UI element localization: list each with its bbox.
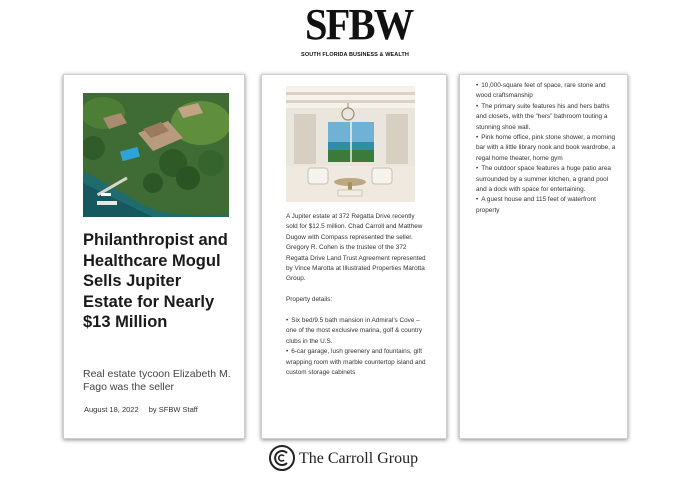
carroll-group-name: The Carroll Group <box>299 450 419 467</box>
living-room-photo <box>286 86 415 202</box>
list-item: • Six bed/9.5 bath mansion in Admiral’s Cove – one of the most exclusive marina, golf & country clubs in the U.S. <box>286 317 423 345</box>
page-panel-1 <box>63 74 245 439</box>
page-panel-2 <box>261 74 447 439</box>
carroll-group-logo-icon <box>268 444 296 472</box>
aerial-estate-photo <box>83 93 229 217</box>
list-item: • The primary suite features his and hers baths and closets, with the “hers” bathroom touting a stunning shoe wall. <box>476 102 610 131</box>
article-author[interactable]: by SFBW Staff <box>148 405 198 414</box>
list-item: • 10,000-square feet of space, rare stone and wood craftsmanship <box>476 82 606 100</box>
list-item: • Pink home office, pink stone shower, a morning bar with a little library nook and book wardrobe, a regal home theater, home gym <box>476 134 616 162</box>
article-headline[interactable]: Philanthropist and Healthcare Mogul Sells Jupiter Estate for Nearly $13 Million <box>83 231 228 331</box>
details-heading: Property details: <box>286 296 333 304</box>
bullet-glyph: • <box>476 82 479 89</box>
article-body-column-1 <box>286 212 426 378</box>
bullet-glyph: • <box>286 348 289 356</box>
list-item: • A guest house and 115 feet of waterfront property <box>476 196 596 214</box>
list-item: • 6-car garage, lush greenery and fountains, gift wrapping room with marble countertop island and custom storage cabinets <box>286 348 426 377</box>
list-item: • The outdoor space features a huge patio area surrounded by a summer kitchen, a grand pool and a dock with space for entertaining. <box>476 165 611 194</box>
bullet-glyph: • <box>476 165 479 173</box>
article-subhead: Real estate tycoon Elizabeth M. Fago was the seller <box>83 368 231 393</box>
details-list-2 <box>476 81 616 216</box>
sfbw-logo[interactable]: SFBW <box>305 0 413 49</box>
bullet-glyph: • <box>476 134 479 142</box>
details-list-1 <box>286 316 426 378</box>
page-panel-3 <box>459 74 628 439</box>
bullet-glyph: • <box>476 102 479 110</box>
carroll-group-footer[interactable] <box>268 444 448 476</box>
sfbw-tagline: SOUTH FLORIDA BUSINESS & WEALTH <box>301 52 409 58</box>
bullet-glyph: • <box>476 196 479 204</box>
byline <box>84 405 244 414</box>
article-date: August 18, 2022 <box>84 405 139 414</box>
bullet-glyph: • <box>286 317 289 325</box>
article-intro: A Jupiter estate at 372 Regatta Drive recently sold for $12.5 million. Chad Carroll and Matthew Dugow with Compass represented the seller. Gregory R. Cohen is the trustee of the 372 Regatta Drive Land Trust Agreement represented by Vince Marotta at Illustrated Properties Marotta Group. <box>286 213 426 283</box>
article-body-column-2 <box>476 81 616 216</box>
